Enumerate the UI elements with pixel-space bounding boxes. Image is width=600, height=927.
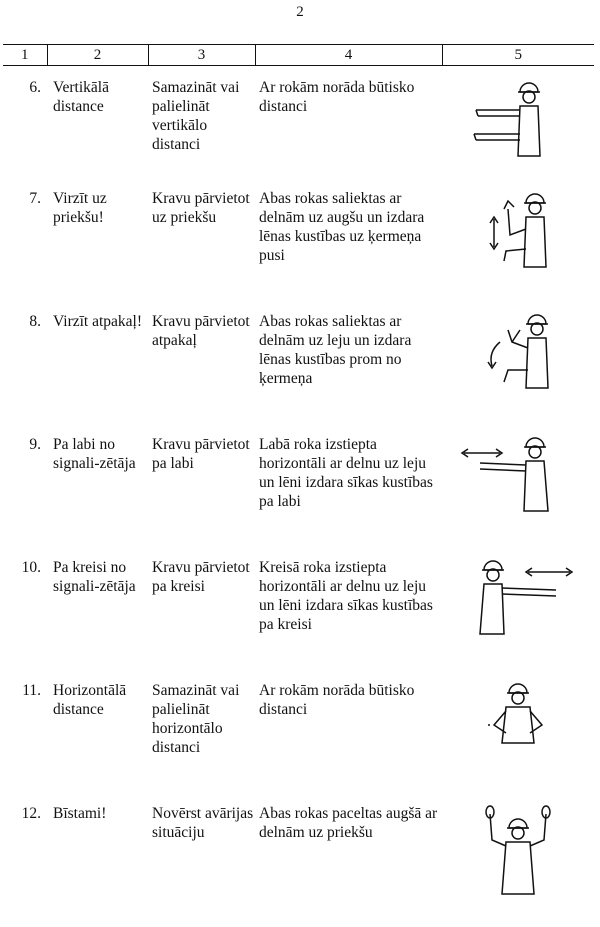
signal-description: Kreisā roka izstiepta horizontāli ar delnu uz leju un lēni izdara sīkas kustības pa kreisi [259,559,433,633]
header-row [3,45,594,66]
move-left-gesture-icon [458,558,578,638]
table-row [3,804,594,927]
signal-action: Kravu pārvietot pa kreisi [152,559,250,595]
column-header-1: 1 [3,45,47,66]
signal-action: Samazināt vai palielināt vertikālo distanci [152,79,240,153]
signal-name: Bīstami! [53,805,107,822]
horizontal-distance-gesture-icon [468,681,568,761]
signal-description: Abas rokas paceltas augšā ar delnām uz priekšu [259,805,438,841]
signal-description: Ar rokām norāda būtisko distanci [259,682,415,718]
column-header-4: 4 [255,45,442,66]
row-number: 11. [22,682,41,699]
signal-name: Virzīt atpakaļ! [53,313,143,330]
move-forward-gesture-icon [468,189,568,269]
signal-description: Ar rokām norāda būtisko distanci [259,79,415,115]
table-row [3,681,594,804]
signal-action: Novērst avārijas situāciju [152,805,254,841]
page-number: 2 [296,4,304,20]
signal-action: Kravu pārvietot pa labi [152,436,250,472]
signal-name: Virzīt uz priekšu! [53,190,107,226]
column-header-2: 2 [47,45,148,66]
signal-action: Kravu pārvietot uz priekšu [152,190,250,226]
column-header-3: 3 [148,45,255,66]
signals-table [3,44,594,927]
row-number: 10. [21,559,41,576]
row-number: 6. [29,79,41,96]
danger-gesture-icon [468,804,568,896]
table-row [3,189,594,312]
signal-name: Pa kreisi no signali-zētāja [53,559,136,595]
vertical-distance-gesture-icon [468,78,568,158]
move-backward-gesture-icon [468,312,568,392]
column-header-5: 5 [442,45,594,66]
table-row [3,66,594,190]
row-number: 9. [29,436,41,453]
table-row [3,435,594,558]
row-number: 8. [29,313,41,330]
signal-name: Horizontālā distance [53,682,127,718]
signal-description: Abas rokas saliektas ar delnām uz augšu un izdara lēnas kustības uz ķermeņa pusi [259,190,425,264]
move-right-gesture-icon [458,435,578,515]
table-row [3,312,594,435]
signal-description: Labā roka izstiepta horizontāli ar delnu uz leju un lēni izdara sīkas kustības pa labi [259,436,433,510]
signal-description: Abas rokas saliektas ar delnām uz leju un izdara lēnas kustības prom no ķermeņa [259,313,412,387]
row-number: 7. [29,190,41,207]
signal-name: Vertikālā distance [53,79,109,115]
table-row [3,558,594,681]
signal-name: Pa labi no signali-zētāja [53,436,136,472]
row-number: 12. [21,805,41,822]
signal-action: Kravu pārvietot atpakaļ [152,313,250,349]
signal-action: Samazināt vai palielināt horizontālo distanci [152,682,240,756]
